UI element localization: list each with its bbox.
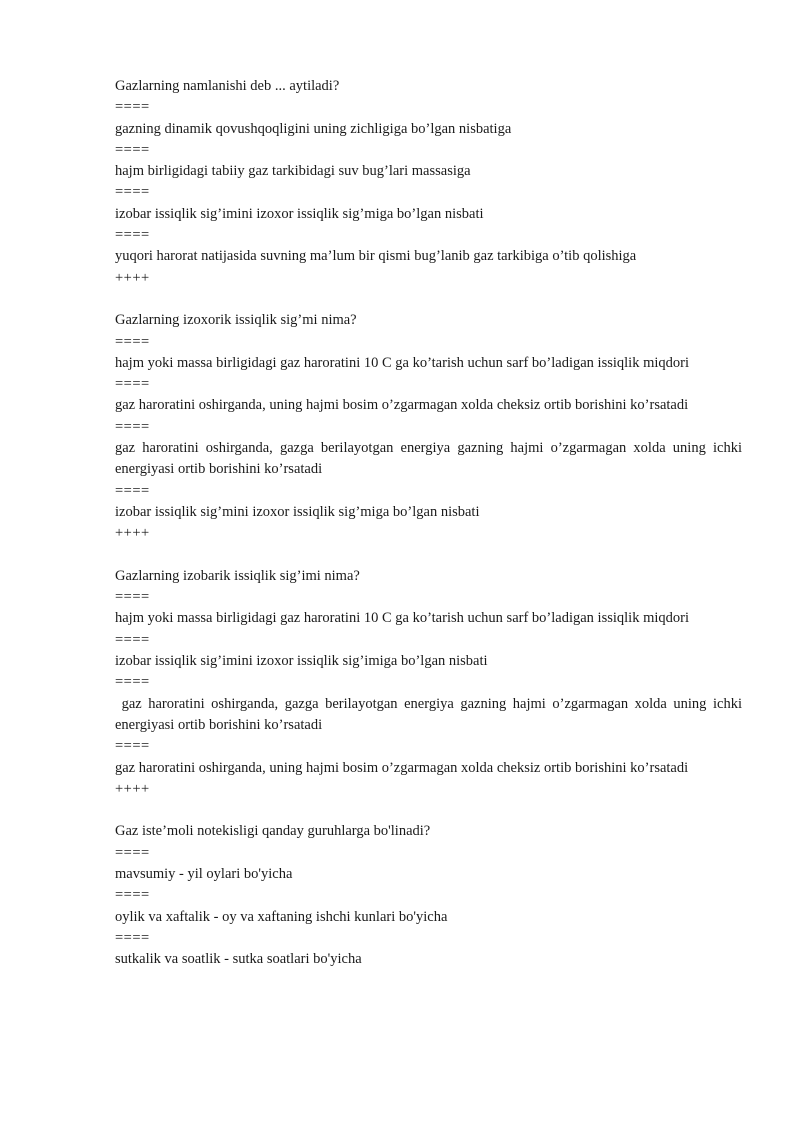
answer-option: oylik va xaftalik - oy va xaftaning ishchi kunlari bo'yicha: [115, 908, 448, 925]
answer-separator: ====: [115, 631, 150, 648]
answer-option: sutkalik va soatlik - sutka soatlari bo'yicha: [115, 951, 362, 968]
answer-separator: ====: [115, 99, 150, 116]
answer-option: mavsumiy - yil oylari bo'yicha: [115, 865, 293, 882]
question-end-marker: ++++: [115, 525, 150, 542]
answer-option: yuqori harorat natijasida suvning ma’lum bir qismi bug’lanib gaz tarkibiga o’tib qolishiga: [115, 248, 637, 265]
answer-separator: ====: [115, 887, 150, 904]
answer-separator: ====: [115, 738, 150, 755]
question-block: [115, 566, 746, 800]
answer-option: gaz haroratini oshirganda, uning hajmi bosim o’zgarmagan xolda cheksiz ortib borishini ko’rsatadi: [115, 759, 689, 776]
answer-separator: ====: [115, 227, 150, 244]
answer-option: izobar issiqlik sig’imini izoxor issiqlik sig’miga bo’lgan nisbati: [115, 205, 484, 222]
answer-option: gazning dinamik qovushqoqligini uning zichligiga bo’lgan nisbatiga: [115, 120, 512, 137]
answer-separator: ====: [115, 844, 150, 861]
answer-separator: ====: [115, 141, 150, 158]
question-text: Gazlarning namlanishi deb ... aytiladi?: [115, 78, 340, 94]
answer-separator: ====: [115, 333, 150, 350]
answer-separator: ====: [115, 376, 150, 393]
answer-option: izobar issiqlik sig’mini izoxor issiqlik sig’miga bo’lgan nisbati: [115, 503, 480, 520]
answer-option: gaz haroratini oshirganda, gazga berilayotgan energiya gazning hajmi o’zgarmagan xolda uning ichki energiyasi ortib borishini ko’rsatadi: [115, 440, 742, 478]
blank-line: [115, 289, 742, 310]
answer-separator: ====: [115, 929, 150, 946]
answer-separator: ====: [115, 674, 150, 691]
document-page: [115, 76, 746, 970]
question-block: [115, 821, 742, 970]
question-block: [115, 76, 742, 289]
question-end-marker: ++++: [115, 780, 150, 797]
answer-separator: ====: [115, 482, 150, 499]
answer-option: hajm yoki massa birligidagi gaz haroratini 10 C ga ko’tarish uchun sarf bo’ladigan issiqlik miqdori: [115, 354, 689, 371]
question-text: Gazlarning izobarik issiqlik sig’imi nima?: [115, 567, 360, 584]
question-text: Gazlarning izoxorik issiqlik sig’mi nima?: [115, 312, 357, 329]
answer-option: hajm birligidagi tabiiy gaz tarkibidagi suv bug’lari massasiga: [115, 163, 471, 180]
answer-separator: ====: [115, 589, 150, 606]
question-end-marker: ++++: [115, 269, 150, 286]
answer-separator: ====: [115, 184, 150, 201]
answer-separator: ====: [115, 418, 150, 435]
answer-option: gaz haroratini oshirganda, uning hajmi bosim o’zgarmagan xolda cheksiz ortib borishini ko’rsatadi: [115, 397, 689, 414]
question-text: Gaz iste’moli notekisligi qanday guruhlarga bo'linadi?: [115, 823, 431, 840]
question-block: [115, 310, 742, 544]
blank-line: [115, 800, 742, 821]
blank-line: [115, 545, 742, 566]
answer-option: izobar issiqlik sig’imini izoxor issiqlik sig’imiga bo’lgan nisbati: [115, 653, 488, 670]
answer-option: gaz haroratini oshirganda, gazga berilayotgan energiya gazning hajmi o’zgarmagan xolda uning ichki energiyasi ortib borishini ko’rsatadi: [115, 695, 746, 733]
answer-option: hajm yoki massa birligidagi gaz haroratini 10 C ga ko’tarish uchun sarf bo’ladigan issiqlik miqdori: [115, 610, 689, 627]
